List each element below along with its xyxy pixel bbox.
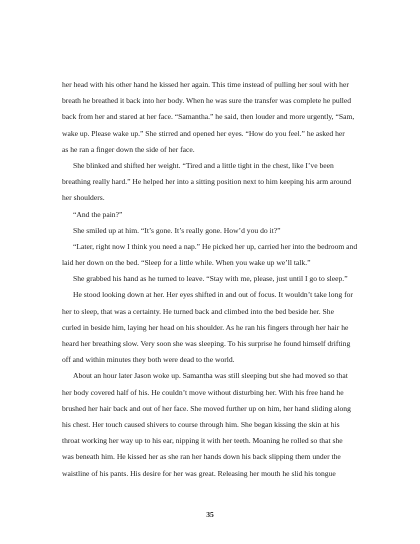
text-line: throat working her way up to his ear, nipping it with her teeth. Moaning he rolled so that she	[62, 436, 343, 446]
text-line: back from her and stared at her face. “Samantha.” he said, then louder and more urgently, “Sam,	[62, 112, 355, 122]
text-line: She smiled up at him. “It’s gone. It’s really gone. How’d you do it?”	[73, 225, 281, 235]
body-text	[62, 77, 362, 482]
text-line: curled in beside him, laying her head on his shoulder. As he ran his fingers through her hair he	[62, 322, 349, 332]
text-line: “And the pain?”	[73, 209, 123, 219]
text-line: She blinked and shifted her weight. “Tired and a little tight in the chest, like I’ve been	[73, 160, 334, 170]
text-line: laid her down on the bed. “Sleep for a little while. When you wake up we’ll talk.”	[62, 258, 311, 268]
text-line: his chest. Her touch caused shivers to course through him. She began kissing the skin at his	[62, 419, 340, 429]
text-line: brushed her hair back and out of her face. She moved further up on him, her hand sliding along	[62, 403, 351, 413]
text-line: was beneath him. He kissed her as she ran her hands down his back slipping them under the	[62, 452, 341, 462]
text-line: breathing really hard.” He helped her into a sitting position next to him keeping his arm around	[62, 177, 352, 187]
text-line: waistline of his pants. His desire for her was great. Releasing her mouth he slid his tongue	[62, 468, 336, 478]
text-line: her to sleep, that was a certainty. He turned back and climbed into the bed beside her. She	[62, 306, 334, 316]
text-line: She grabbed his hand as he turned to leave. “Stay with me, please, just until I go to sleep.”	[73, 274, 348, 284]
text-line: her shoulders.	[62, 193, 105, 203]
text-line: her body covered half of his. He couldn’t move without disturbing her. With his free hand he	[62, 387, 344, 397]
text-line: About an hour later Jason woke up. Samantha was still sleeping but she had moved so that	[73, 371, 348, 381]
text-line: off and within minutes they both were dead to the world.	[62, 355, 235, 365]
text-line: breath he breathed it back into her body. When he was sure the transfer was complete he pulled	[62, 96, 352, 106]
page-number: 35	[206, 510, 214, 519]
text-line: her head with his other hand he kissed her again. This time instead of pulling her soul with her	[62, 80, 349, 89]
text-line: wake up. Please wake up.” She stirred and opened her eyes. “How do you feel.” he asked her	[62, 128, 345, 138]
text-line: as he ran a finger down the side of her face.	[62, 144, 195, 154]
text-line: “Later, right now I think you need a nap.” He picked her up, carried her into the bedroom and	[73, 241, 358, 251]
text-line: heard her breathing slow. Very soon she was sleeping. To his surprise he found himself drifting	[62, 339, 351, 348]
text-line: He stood looking down at her. Her eyes shifted in and out of focus. It wouldn’t take long for	[73, 290, 353, 300]
